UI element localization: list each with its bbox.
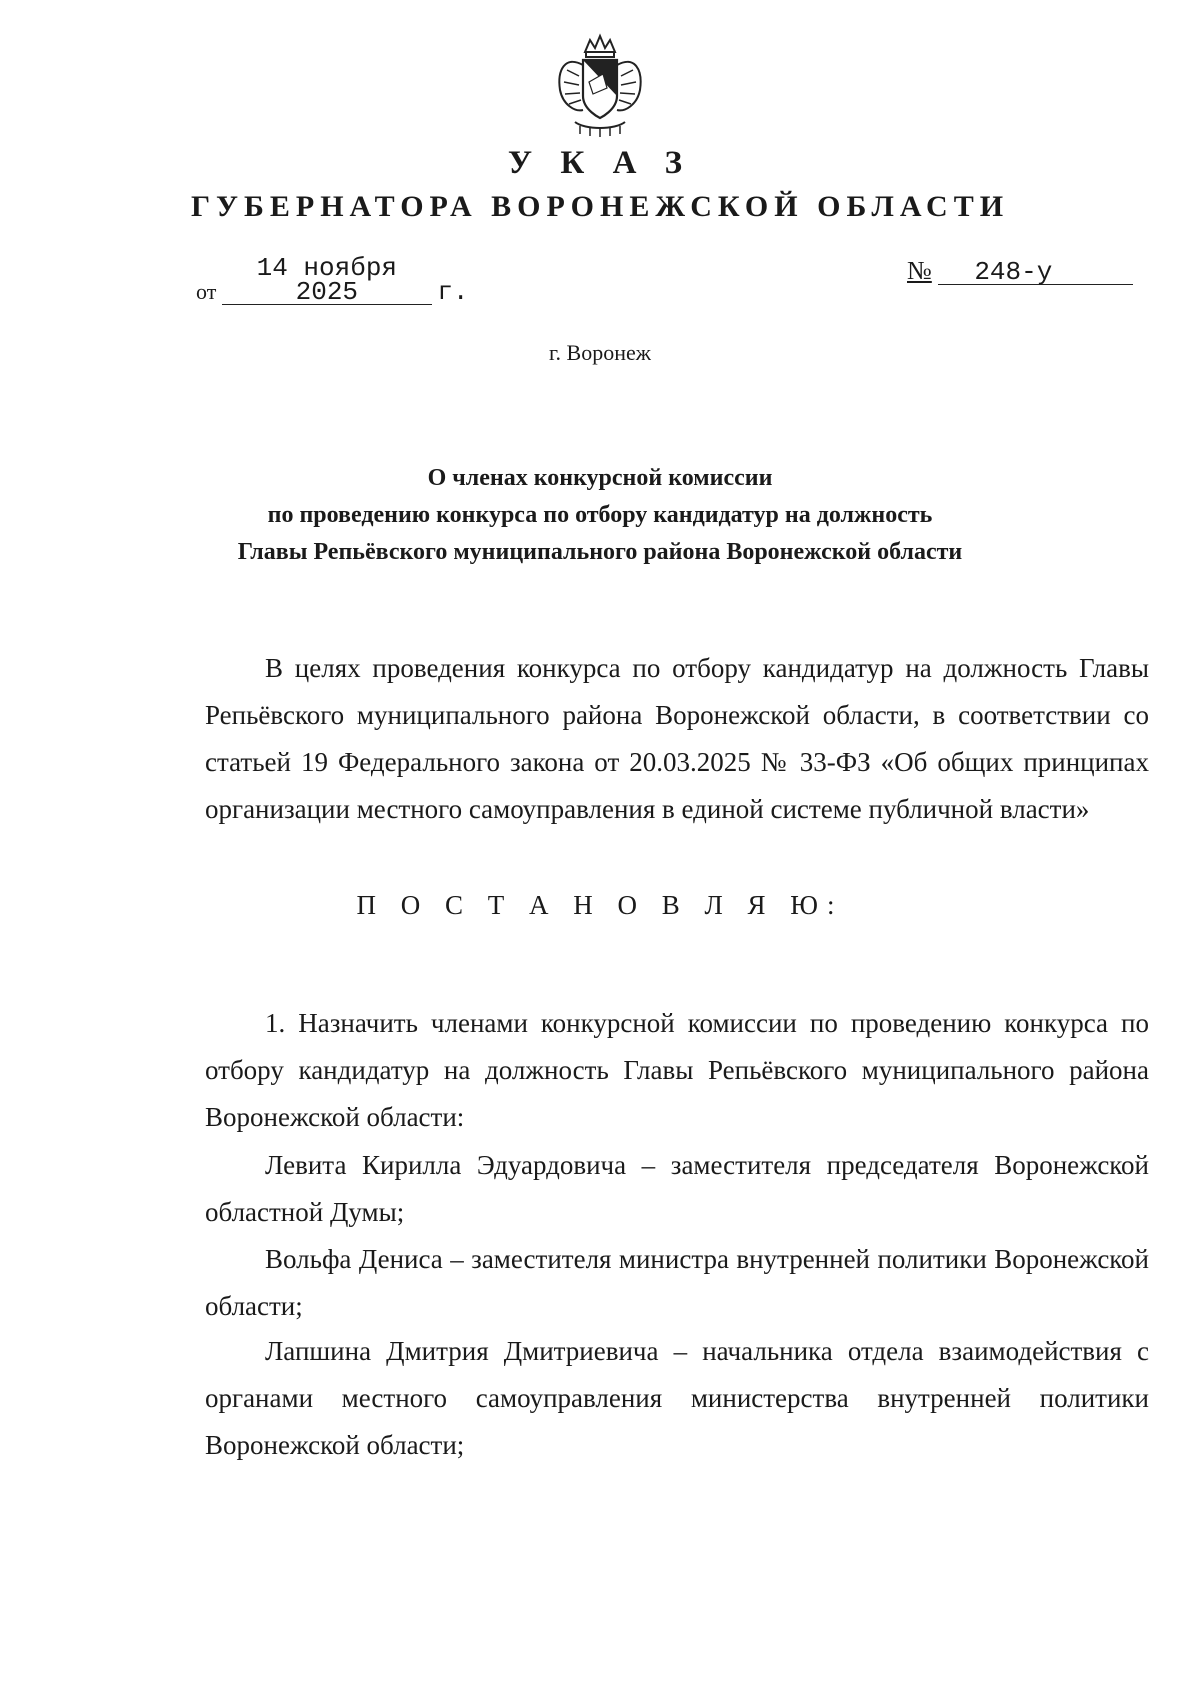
number-field (907, 256, 1133, 286)
city-line: г. Воронеж (549, 340, 651, 365)
member-paragraph: Лапшина Дмитрия Дмитриевича – начальника отдела взаимодействия с органами местного самоуправления министерства внутренней политики Воронежской области; (205, 1336, 1149, 1460)
document-type-title: У К А З (507, 145, 693, 181)
coat-of-arms-icon (545, 30, 655, 140)
member-paragraph: Вольфа Дениса – заместителя министра внутренней политики Воронежской области; (205, 1244, 1149, 1321)
preamble-paragraph: В целях проведения конкурса по отбору кандидатур на должность Главы Репьёвского муниципального района Воронежской области, в соответствии со статьей 19 Федерального закона от 20.03.2025 № 33-ФЗ «Об общих принципах организации местного самоуправления в единой системе публичной власти» (205, 653, 1149, 824)
decree-word: П О С Т А Н О В Л Я Ю: (356, 890, 844, 920)
number-value: 248-у (938, 260, 1133, 285)
date-suffix: г. (437, 277, 469, 307)
heading-line: по проведению конкурса по отбору кандидатур на должность (267, 502, 933, 528)
date-value: 14 ноября 2025 (222, 256, 432, 305)
issuer-title: ГУБЕРНАТОРА ВОРОНЕЖСКОЙ ОБЛАСТИ (190, 190, 1010, 223)
decree-heading (150, 460, 1050, 571)
heading-line: Главы Репьёвского муниципального района Воронежской области (237, 539, 963, 565)
date-field (196, 253, 469, 307)
number-sign: № (907, 256, 932, 285)
clause-paragraph: 1. Назначить членами конкурсной комиссии по проведению конкурса по отбору кандидатур на должность Главы Репьёвского муниципального района Воронежской области: (205, 1008, 1149, 1132)
heading-line: О членах конкурсной комиссии (427, 465, 773, 491)
member-paragraph: Левита Кирилла Эдуардовича – заместителя председателя Воронежской областной Думы; (205, 1150, 1149, 1227)
date-prefix: от (196, 279, 217, 304)
